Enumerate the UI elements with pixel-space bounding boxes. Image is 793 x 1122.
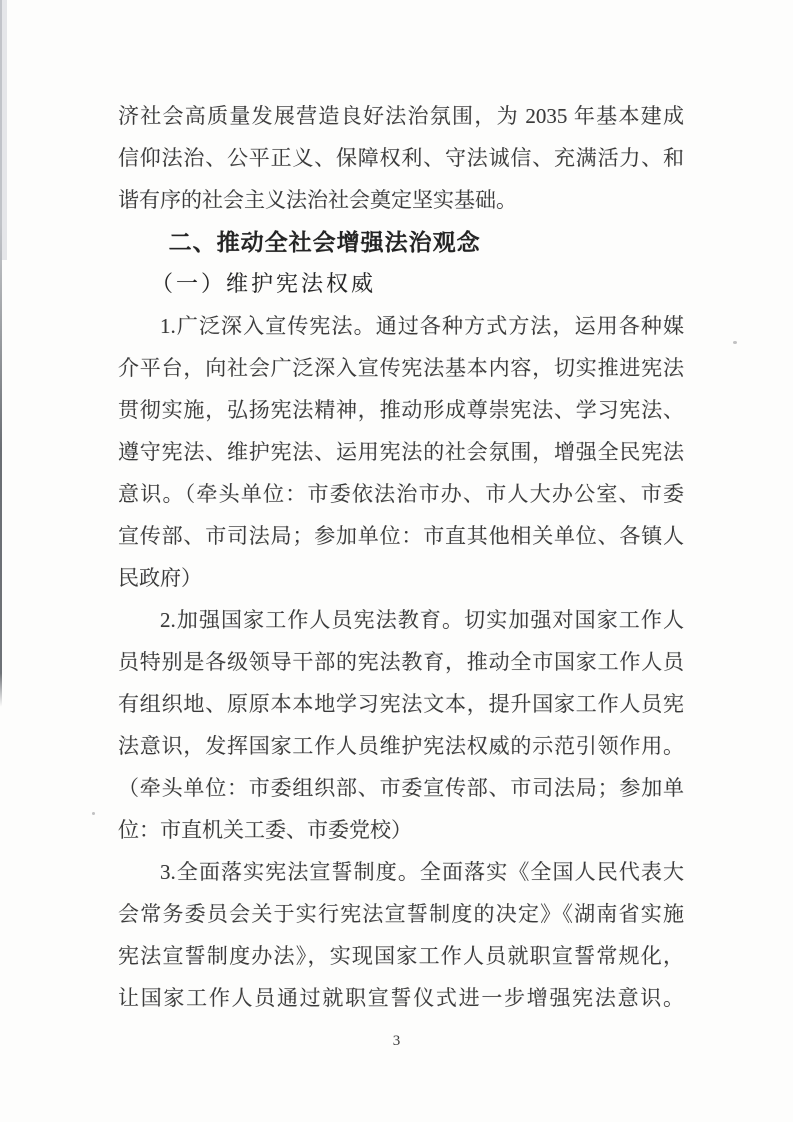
text-line: 遵守宪法、维护宪法、运用宪法的社会氛围，增强全民宪法: [118, 440, 684, 464]
scan-speck: [733, 341, 737, 344]
text-line: 济社会高质量发展营造良好法治氛围，为 2035 年基本建成: [118, 104, 684, 128]
text-line: 介平台，向社会广泛深入宣传宪法基本内容，切实推进宪法: [118, 356, 684, 380]
text-line: 宪法宣誓制度办法》，实现国家工作人员就职宣誓常规化，: [118, 944, 684, 968]
text-line: 宣传部、市司法局；参加单位：市直其他相关单位、各镇人: [118, 524, 684, 548]
text-line: 意识。（牵头单位：市委依法治市办、市人大办公室、市委: [118, 482, 684, 506]
subsection-heading: （一）维护宪法权威: [151, 271, 377, 296]
text-line: 会常务委员会关于实行宪法宣誓制度的决定》《湖南省实施: [118, 902, 684, 926]
text-line: 让国家工作人员通过就职宣誓仪式进一步增强宪法意识。: [118, 986, 684, 1010]
text-line: 有组织地、原原本本地学习宪法文本，提升国家工作人员宪: [118, 692, 684, 716]
text-line: 1.广泛深入宣传宪法。通过各种方式方法，运用各种媒: [160, 314, 684, 338]
text-line: （牵头单位：市委组织部、市委宣传部、市司法局；参加单: [118, 776, 684, 800]
scan-speck: [92, 812, 95, 815]
section-heading: 二、推动全社会增强法治观念: [168, 229, 481, 255]
text-line: 贯彻实施，弘扬宪法精神，推动形成尊崇宪法、学习宪法、: [118, 398, 684, 422]
text-line: 员特别是各级领导干部的宪法教育，推动全市国家工作人员: [118, 650, 684, 674]
text-line: 谐有序的社会主义法治社会奠定坚实基础。: [118, 188, 517, 212]
text-line: 位：市直机关工委、市委党校）: [118, 818, 412, 842]
text-line: 法意识，发挥国家工作人员维护宪法权威的示范引领作用。: [118, 734, 684, 758]
text-line: 2.加强国家工作人员宪法教育。切实加强对国家工作人: [160, 608, 684, 632]
scan-smudge-artifact: [0, 0, 7, 260]
text-line: 3.全面落实宪法宣誓制度。全面落实《全国人民代表大: [160, 860, 684, 884]
page-number: 3: [392, 1033, 401, 1049]
text-line: 信仰法治、公平正义、保障权利、守法诚信、充满活力、和: [118, 146, 684, 170]
document-content: [118, 95, 684, 1019]
text-line: 民政府）: [118, 566, 202, 590]
scan-edge-artifact: [0, 0, 2, 1122]
